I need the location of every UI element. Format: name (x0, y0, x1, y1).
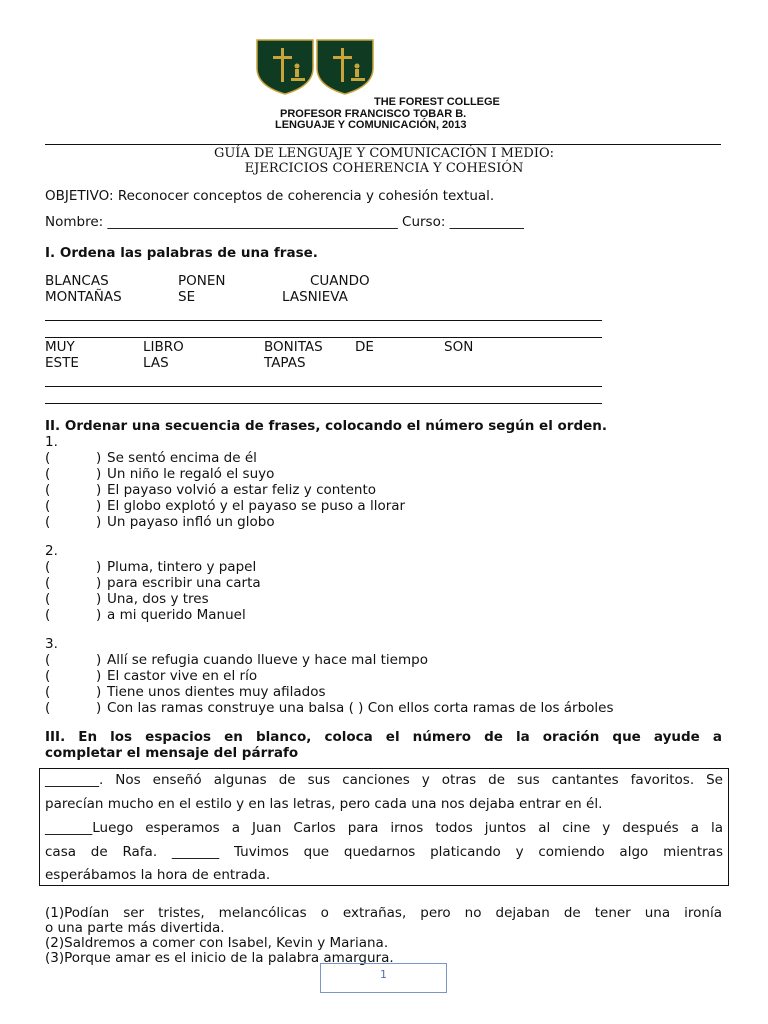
paren-close[interactable]: ) (96, 591, 102, 607)
word: BLANCAS (45, 273, 109, 289)
course-name: LENGUAJE Y COMUNICACIÓN, 2013 (275, 119, 467, 131)
paren-open: ( (45, 607, 51, 623)
sequence-item: Pluma, tintero y papel (107, 559, 257, 575)
word: BONITAS (264, 339, 323, 355)
sequence-item: Un niño le regaló el suyo (107, 466, 275, 482)
paragraph-line: parecían mucho en el estilo y en las letras, pero cada una nos dejaba entrar en él. (45, 796, 603, 812)
shield-left-icon (257, 40, 313, 94)
word: PONEN (178, 273, 226, 289)
paren-open: ( (45, 652, 51, 668)
header-divider (45, 144, 721, 145)
sequence-item: para escribir una carta (107, 575, 261, 591)
paren-close[interactable]: ) (96, 498, 102, 514)
group-number: 3. (45, 636, 58, 652)
page-title: GUÍA DE LENGUAJE Y COMUNICACIÓN I MEDIO: (213, 146, 555, 161)
paren-close[interactable]: ) (96, 466, 102, 482)
paren-open: ( (45, 514, 51, 530)
section-3-heading-line1: III. En los espacios en blanco, coloca el número de la oración que ayude a (45, 729, 722, 745)
word: SE (178, 289, 196, 305)
option-1-line1: (1)Podían ser tristes, melancólicas o extrañas, pero no dejaban de tener una ironía (45, 905, 722, 921)
option-1-line2: o una parte más divertida. (45, 920, 225, 936)
sequence-item: Una, dos y tres (107, 591, 209, 607)
group-number: 1. (45, 434, 58, 450)
paren-open: ( (45, 482, 51, 498)
word: LASNIEVA (282, 289, 348, 305)
word: MUY (45, 339, 75, 355)
paren-close[interactable]: ) (96, 450, 102, 466)
answer-line[interactable] (45, 386, 602, 387)
paragraph-box (39, 768, 729, 886)
paren-close[interactable]: ) (96, 607, 102, 623)
school-name: THE FOREST COLLEGE (374, 96, 500, 108)
page-number: 1 (320, 963, 447, 993)
paren-close[interactable]: ) (96, 668, 102, 684)
teacher-name: PROFESOR FRANCISCO TOBAR B. (280, 108, 467, 120)
shield-right-icon (317, 40, 373, 94)
paren-open: ( (45, 700, 51, 716)
school-logo (255, 38, 375, 96)
sequence-item: a mi querido Manuel (107, 607, 246, 623)
group-number: 2. (45, 543, 58, 559)
section-1-heading: I. Ordena las palabras de una frase. (45, 245, 318, 261)
word: ESTE (45, 355, 79, 371)
name-course-field[interactable]: Nombre: ___________________________________________ Curso: ___________ (45, 214, 524, 230)
paragraph-line: casa de Rafa. _______ Tuvimos que quedarnos platicando y comiendo algo mientras (45, 844, 723, 860)
paren-close[interactable]: ) (96, 514, 102, 530)
paren-open: ( (45, 450, 51, 466)
paragraph-line: _______Luego esperamos a Juan Carlos para irnos todos juntos al cine y después a la (45, 820, 723, 836)
paren-open: ( (45, 575, 51, 591)
option-2: (2)Saldremos a comer con Isabel, Kevin y Mariana. (45, 935, 389, 951)
paren-open: ( (45, 466, 51, 482)
word: SON (444, 339, 474, 355)
sequence-item: Se sentó encima de él (107, 450, 257, 466)
paren-open: ( (45, 559, 51, 575)
word: LIBRO (143, 339, 184, 355)
paren-close[interactable]: ) (96, 684, 102, 700)
section-2-heading: II. Ordenar una secuencia de frases, colocando el número según el orden. (45, 418, 608, 434)
word: CUANDO (310, 273, 370, 289)
objective: OBJETIVO: Reconocer conceptos de coherencia y cohesión textual. (45, 188, 495, 204)
word: DE (355, 339, 374, 355)
word: MONTAÑAS (45, 289, 122, 305)
page-subtitle: EJERCICIOS COHERENCIA Y COHESIÓN (244, 161, 524, 176)
paren-open: ( (45, 591, 51, 607)
paragraph-line: ________. Nos enseñó algunas de sus canciones y otras de sus cantantes favoritos. Se (45, 772, 723, 788)
word: TAPAS (264, 355, 306, 371)
answer-line[interactable] (45, 320, 602, 321)
word: LAS (143, 355, 169, 371)
option-3: (3)Porque amar es el inicio de la palabra amargura. (45, 950, 394, 966)
paren-close[interactable]: ) (96, 700, 102, 716)
sequence-item: El payaso volvió a estar feliz y contento (107, 482, 377, 498)
sequence-item: El castor vive en el río (107, 668, 258, 684)
paren-close[interactable]: ) (96, 559, 102, 575)
paren-close[interactable]: ) (96, 575, 102, 591)
section-3-heading-line2: completar el mensaje del párrafo (45, 745, 299, 761)
paren-open: ( (45, 684, 51, 700)
sequence-item: El globo explotó y el payaso se puso a llorar (107, 498, 406, 514)
paragraph-line: esperábamos la hora de entrada. (45, 867, 271, 883)
answer-line[interactable] (45, 403, 602, 404)
sequence-item: Con las ramas construye una balsa ( ) Con ellos corta ramas de los árboles (107, 700, 614, 716)
paren-close[interactable]: ) (96, 482, 102, 498)
sequence-item: Un payaso infló un globo (107, 514, 275, 530)
sequence-item: Allí se refugia cuando llueve y hace mal tiempo (107, 652, 428, 668)
sequence-item: Tiene unos dientes muy afilados (107, 684, 326, 700)
paren-close[interactable]: ) (96, 652, 102, 668)
paren-open: ( (45, 498, 51, 514)
paren-open: ( (45, 668, 51, 684)
answer-line[interactable] (45, 337, 602, 338)
